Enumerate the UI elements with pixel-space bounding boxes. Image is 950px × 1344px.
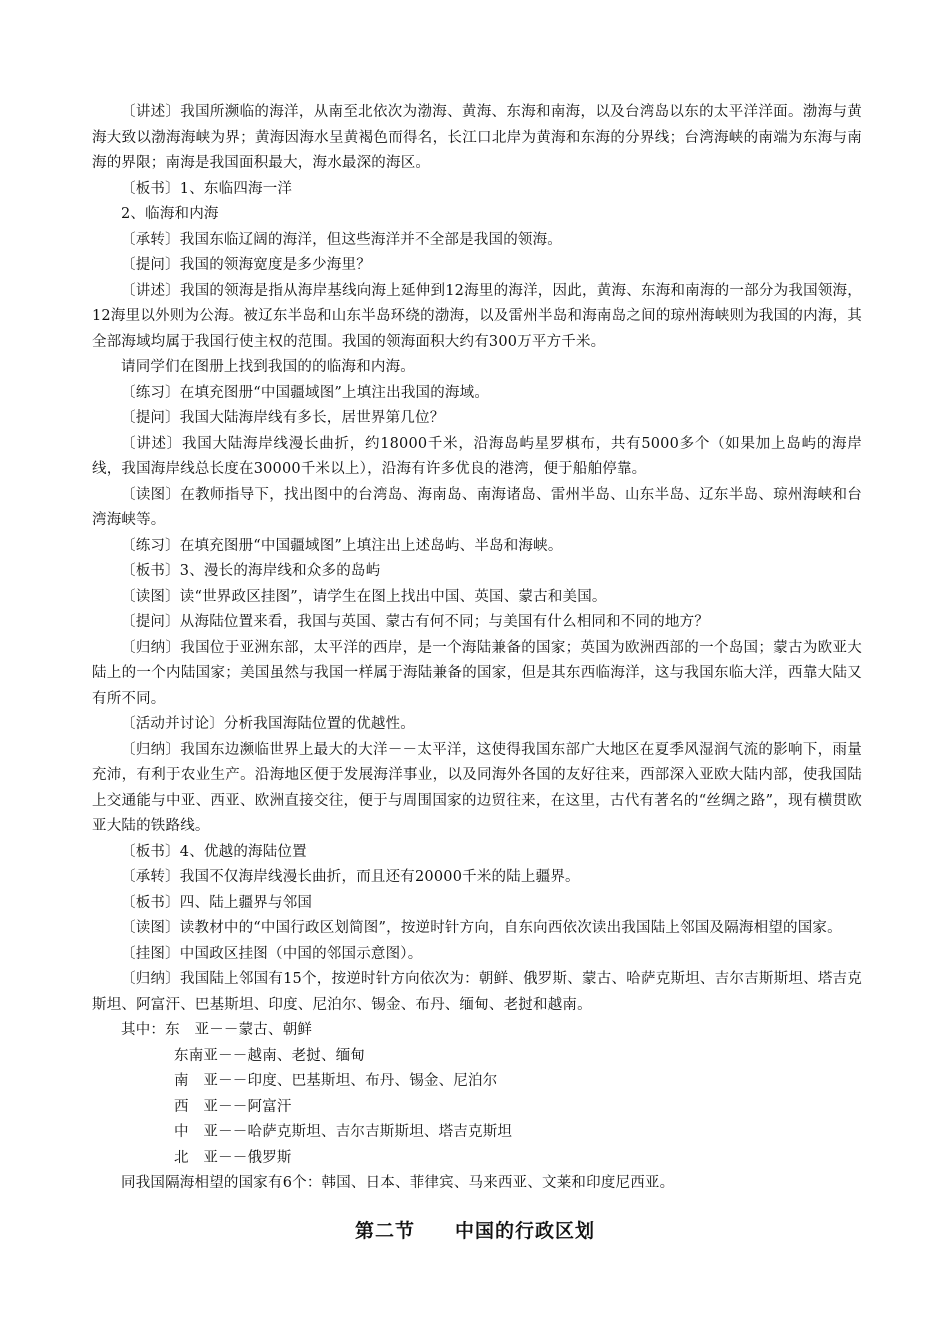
paragraph-lecture-seas: 〔讲述〕我国所濒临的海洋，从南至北依次为渤海、黄海、东海和南海，以及台湾岛以东的太平洋洋面。渤海与黄海大致以渤海海峡为界；黄海因海水呈黄褐色而得名，长江口北岸为黄海和东海的分界线；台湾海峡的南端为东海与南海的界限；南海是我国面积最大，海水最深的海区。 — [92, 104, 862, 171]
region-east-asia: 其中：东 亚－－蒙古、朝鲜 — [121, 1022, 313, 1038]
paragraph-transition-land-border: 〔承转〕我国不仅海岸线漫长曲折，而且还有20000千米的陆上疆界。 — [121, 869, 580, 885]
paragraph-question-comparison: 〔提问〕从海陆位置来看，我国与英国、蒙古有何不同；与美国有什么相同和不同的地方？ — [121, 614, 709, 630]
section-heading: 第二节 中国的行政区划 — [354, 1220, 595, 1242]
paragraph-board-1: 〔板书〕1、东临四海一洋 — [121, 180, 293, 197]
paragraph-board-3: 〔板书〕3、漫长的海岸线和众多的岛屿 — [121, 563, 381, 579]
paragraph-board-2: 2、临海和内海 — [121, 206, 219, 222]
paragraph-board-section-4: 〔板书〕四、陆上疆界与邻国 — [121, 894, 313, 911]
paragraph-summary-advantages: 〔归纳〕我国东边濒临世界上最大的大洋－－太平洋，这使得我国东部广大地区在夏季风湿润气流的影响下，雨量充沛，有利于农业生产。沿海地区便于发展海洋事业，以及同海外各国的友好往来，西部深入亚欧大陆内部，使我国陆上交通能与中亚、西亚、欧洲直接交往，便于与周围国家的边贸往来，在这里，古代有著名的“丝绸之路”，现有横贯欧亚大陆的铁路线。 — [92, 741, 862, 834]
paragraph-exercise-seas: 〔练习〕在填充图册“中国疆域图”上填注出我国的海域。 — [121, 384, 490, 401]
region-southeast-asia: 东南亚－－越南、老挝、缅甸 — [174, 1047, 366, 1064]
paragraph-summary-location: 〔归纳〕我国位于亚洲东部，太平洋的西岸，是一个海陆兼备的国家；英国为欧洲西部的一个岛国；蒙古为欧亚大陆上的一个内陆国家；美国虽然与我国一样属于海陆兼备的国家，但是其东西临海洋，这与我国东临大洋，西靠大陆又有所不同。 — [92, 639, 862, 707]
region-south-asia: 南 亚－－印度、巴基斯坦、布丹、锡金、尼泊尔 — [174, 1073, 498, 1089]
region-central-asia: 中 亚－－哈萨克斯坦、吉尔吉斯斯坦、塔吉克斯坦 — [174, 1124, 513, 1140]
paragraph-activity: 〔活动并讨论〕分析我国海陆位置的优越性。 — [121, 716, 415, 732]
paragraph-sea-neighbors: 同我国隔海相望的国家有6个：韩国、日本、菲律宾、马来西亚、文莱和印度尼西亚。 — [121, 1175, 675, 1191]
paragraph-read-world-map: 〔读图〕读“世界政区挂图”，请学生在图上找出中国、英国、蒙古和美国。 — [121, 588, 607, 605]
paragraph-transition-territorial: 〔承转〕我国东临辽阔的海洋，但这些海洋并不全部是我国的领海。 — [121, 231, 562, 248]
neighbor-regions-list — [92, 1018, 862, 1171]
paragraph-lecture-territorial-sea: 〔讲述〕我国的领海是指从海岸基线向海上延伸到12海里的海洋，因此，黄海、东海和南海的一部分为我国领海，12海里以外则为公海。被辽东半岛和山东半岛环绕的渤海，以及雷州半岛和海南岛之间的琼州海峡则为我国的内海，其全部海域均属于我国行使主权的范围。我国的领海面积大约有300万平方千米。 — [92, 282, 862, 350]
paragraph-question-width: 〔提问〕我国的领海宽度是多少海里？ — [121, 257, 371, 273]
paragraph-board-4: 〔板书〕4、优越的海陆位置 — [121, 843, 307, 860]
paragraph-exercise-islands: 〔练习〕在填充图册“中国疆域图”上填注出上述岛屿、半岛和海峡。 — [121, 537, 563, 554]
paragraph-read-map-islands: 〔读图〕在教师指导下，找出图中的台湾岛、海南岛、南海诸岛、雷州半岛、山东半岛、辽东半岛、琼州海峡和台湾海峡等。 — [92, 486, 862, 528]
paragraph-find-seas: 请同学们在图册上找到我国的的临海和内海。 — [121, 359, 415, 375]
lesson-body — [92, 100, 862, 1197]
region-west-asia: 西 亚－－阿富汗 — [174, 1098, 292, 1115]
paragraph-summary-neighbors: 〔归纳〕我国陆上邻国有15个，按逆时针方向依次为：朝鲜、俄罗斯、蒙古、哈萨克斯坦、吉尔吉斯斯坦、塔吉克斯坦、阿富汗、巴基斯坦、印度、尼泊尔、锡金、布丹、缅甸、老挝和越南。 — [92, 971, 862, 1013]
region-north-asia: 北 亚－－俄罗斯 — [174, 1149, 292, 1166]
paragraph-lecture-coastline: 〔讲述〕我国大陆海岸线漫长曲折，约18000千米，沿海岛屿星罗棋布，共有5000多个（如果加上岛屿的海岸线，我国海岸线总长度在30000千米以上），沿海有许多优良的港湾，便于船舶停靠。 — [92, 435, 862, 477]
paragraph-wall-map: 〔挂图〕中国政区挂图（中国的邻国示意图）。 — [121, 945, 423, 962]
paragraph-question-coastline: 〔提问〕我国大陆海岸线有多长，居世界第几位？ — [121, 410, 445, 426]
paragraph-read-admin-map: 〔读图〕读教材中的“中国行政区划简图”，按逆时针方向，自东向西依次读出我国陆上邻国及隔海相望的国家。 — [121, 920, 842, 936]
